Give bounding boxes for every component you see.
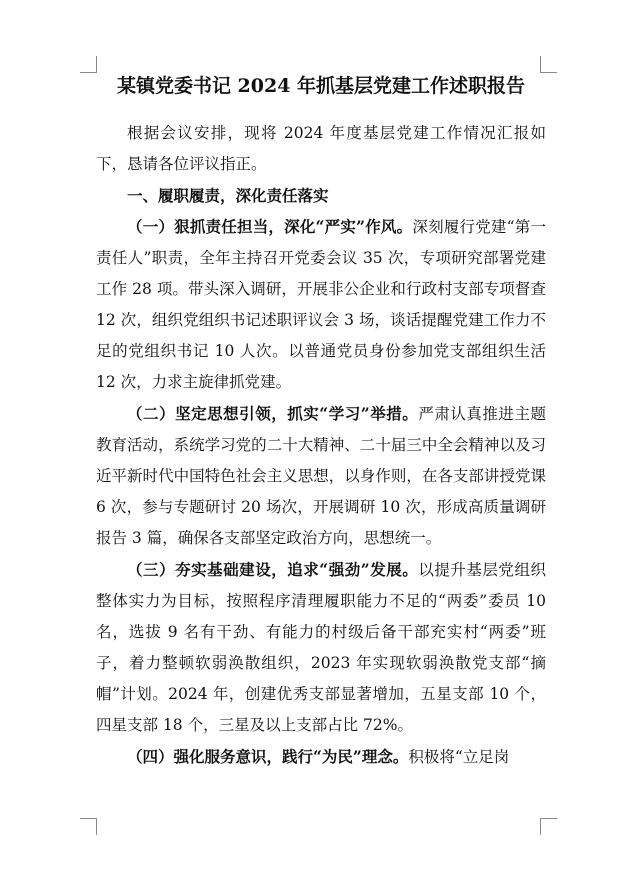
item-lead: （三）夯实基础建设，追求“强劲”发展。 — [127, 560, 419, 579]
item-lead: （一）狠抓责任担当，深化“严实”作风。 — [127, 217, 413, 236]
item-paragraph — [96, 741, 546, 773]
item-paragraph — [96, 398, 546, 554]
item-body: 积极将“立足岗 — [408, 748, 510, 766]
item-paragraph — [96, 554, 546, 741]
margin-corner-mark — [80, 818, 97, 835]
intro-paragraph: 根据会议安排，现将 2024 年度基层党建工作情况汇报如下，恳请各位评议指正。 — [96, 124, 546, 173]
item-paragraph — [96, 211, 546, 398]
section-heading: 一、履职履责，深化责任落实 — [127, 186, 329, 205]
item-lead: （四）强化服务意识，践行“为民”理念。 — [127, 747, 409, 766]
item-body: 严肃认真推进主题教育活动，系统学习党的二十大精神、二十届三中全会精神以及习近平新时代中国特色社会主义思想，以身作则，在各支部讲授党课 6 次，参与专题研讨 20 场次，开展调研 10 次，形成高质量调研报告 3 篇，确保各支部坚定政治方向，思想统一。 — [96, 405, 546, 547]
document-title: 某镇党委书记 2024 年抓基层党建工作述职报告 — [116, 75, 526, 97]
margin-corner-mark — [540, 818, 557, 835]
margin-corner-mark — [540, 56, 557, 73]
margin-corner-mark — [80, 56, 97, 73]
item-body: 以提升基层党组织整体实力为目标，按照程序清理履职能力不足的“两委”委员 10 名，选拔 9 名有干劲、有能力的村级后备干部充实村“两委”班子，着力整顿软弱涣散组织，2023 年实现软弱涣散党支部“摘帽”计划。2024 年，创建优秀支部显著增加，五星支部 10 个，四星支部 18 个，三星及以上支部占比 72%。 — [96, 561, 546, 734]
item-body: 深刻履行党建“第一责任人”职责，全年主持召开党委会议 35 次，专项研究部署党建工作 28 项。带头深入调研，开展非公企业和行政村支部专项督查 12 次，组织党组织书记述职评议会 3 场，谈话提醒党建工作力不足的党组织书记 10 人次。以普通党员身份参加党支部组织生活 12 次，力求主旋律抓党建。 — [96, 218, 546, 391]
document-body — [96, 72, 546, 773]
item-lead: （二）坚定思想引领，抓实“学习”举措。 — [127, 404, 419, 423]
